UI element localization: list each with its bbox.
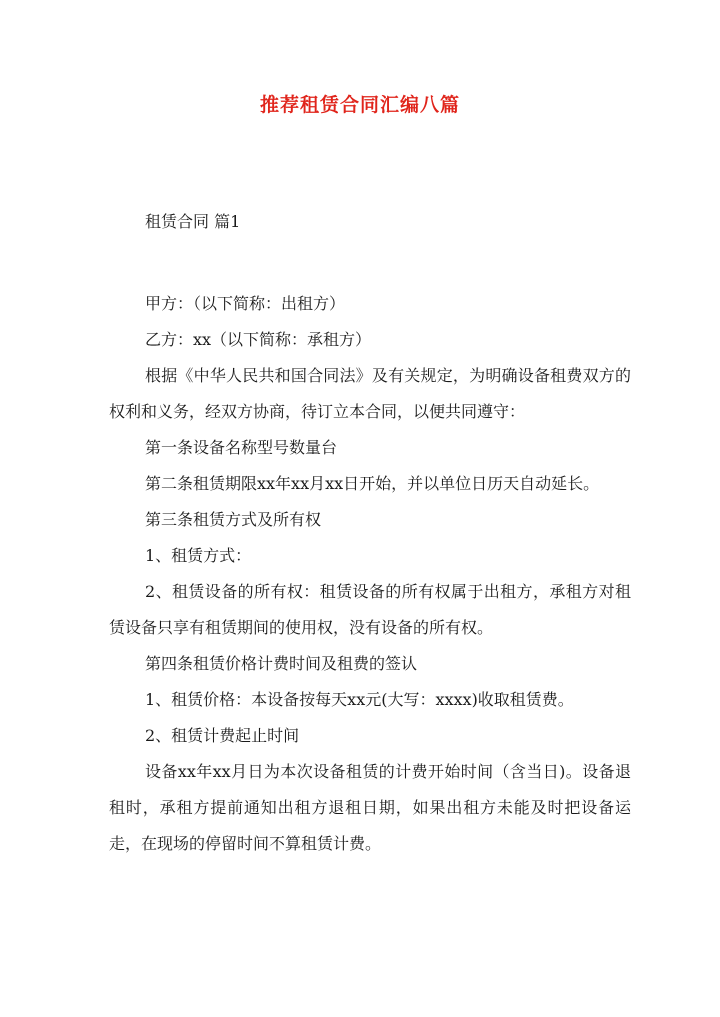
paragraph-article-2: 第二条租赁期限xx年xx月xx日开始，并以单位日历天自动延长。 xyxy=(145,474,600,493)
paragraph-party-a: 甲方：（以下简称：出租方） xyxy=(145,294,346,313)
paragraph-article-3-item-1: 1、租赁方式： xyxy=(145,546,252,565)
paragraph-article-4-item-1: 1、租赁价格：本设备按每天xx元(大写：xxxx)收取租赁费。 xyxy=(145,690,574,709)
paragraph-article-3: 第三条租赁方式及所有权 xyxy=(145,510,322,529)
section-heading: 租赁合同 篇1 xyxy=(145,212,241,231)
paragraph-preamble: 根据《中华人民共和国合同法》及有关规定，为明确设备租费双方的权利和义务，经双方协商，待订立本合同，以便共同遵守： xyxy=(109,366,631,421)
paragraph-article-3-item-2: 2、租赁设备的所有权：租赁设备的所有权属于出租方，承租方对租赁设备只享有租赁期间的使用权，没有设备的所有权。 xyxy=(109,582,631,637)
spacer xyxy=(109,240,631,286)
paragraph-party-b: 乙方：xx（以下简称：承租方） xyxy=(145,330,372,349)
paragraph-article-1: 第一条设备名称型号数量台 xyxy=(145,438,338,457)
paragraph-article-4-item-2: 2、租赁计费起止时间 xyxy=(145,726,300,745)
paragraph-billing-period: 设备xx年xx月日为本次设备租赁的计费开始时间（含当日)。设备退租时，承租方提前通知出租方退租日期，如果出租方未能及时把设备运走，在现场的停留时间不算租赁计费。 xyxy=(109,762,631,853)
paragraph-article-4: 第四条租赁价格计费时间及租费的签认 xyxy=(145,654,418,673)
document-title: 推荐租赁合同汇编八篇 xyxy=(259,94,460,116)
document-body xyxy=(109,204,631,862)
